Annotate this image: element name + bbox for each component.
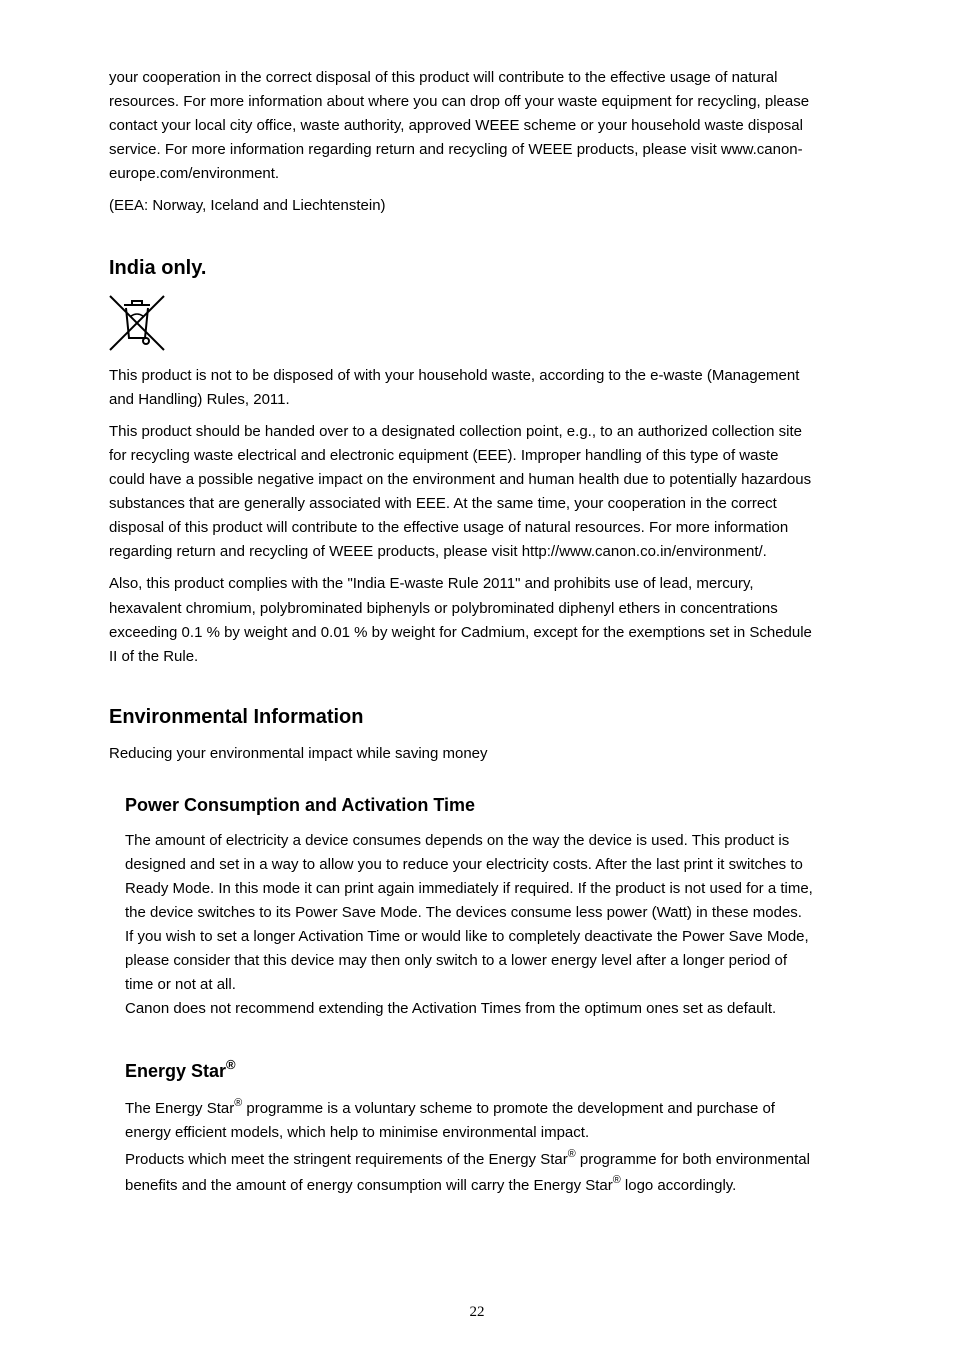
power-line: Canon does not recommend extending the Activation Times from the optimum ones set as default. xyxy=(125,1000,777,1017)
india-para-1-line: This product is not to be disposed of with your household waste, according to the e-waste (Management xyxy=(109,367,800,384)
weee-line-4: service. For more information regarding return and recycling of WEEE products, please visit www.canon- xyxy=(109,141,803,158)
environmental-heading: Environmental Information xyxy=(109,706,364,728)
registered-mark: ® xyxy=(567,1147,576,1160)
power-line: time or not at all. xyxy=(125,976,236,993)
power-line: please consider that this device may then only switch to a lower energy level after a longer period of xyxy=(125,952,788,969)
environmental-intro: Reducing your environmental impact while saving money xyxy=(109,745,488,762)
india-para-3-line: exceeding 0.1 % by weight and 0.01 % by weight for Cadmium, except for the exemptions set in Schedule xyxy=(109,624,812,641)
india-para-2-line: This product should be handed over to a designated collection point, e.g., to an authorized collection site xyxy=(109,423,802,440)
energy-star-line xyxy=(125,1174,736,1198)
energy-star-text: logo accordingly. xyxy=(620,1177,737,1194)
registered-mark: ® xyxy=(612,1173,621,1186)
india-para-2-line: for recycling waste electrical and electronic equipment (EEE). Improper handling of this type of waste xyxy=(109,447,779,464)
energy-star-line: energy efficient models, which help to minimise environmental impact. xyxy=(125,1124,590,1141)
power-line: Ready Mode. In this mode it can print again immediately if required. If the product is not used for a time, xyxy=(125,880,813,897)
energy-star-line xyxy=(125,1148,810,1172)
india-para-2-line: substances that are generally associated with EEE. At the same time, your cooperation in the correct xyxy=(109,495,777,512)
weee-line-2: resources. For more information about where you can drop off your waste equipment for recycling, please xyxy=(109,93,810,110)
power-line: the device switches to its Power Save Mode. The devices consume less power (Watt) in these modes. xyxy=(125,904,802,921)
india-para-3-line: hexavalent chromium, polybrominated biphenyls or polybrominated diphenyl ethers in concentrations xyxy=(109,600,778,617)
india-para-3-line: Also, this product complies with the "India E-waste Rule 2011" and prohibits use of lead, mercury, xyxy=(109,575,754,592)
energy-star-line xyxy=(125,1097,775,1121)
registered-mark: ® xyxy=(226,1056,236,1072)
page-number: 22 xyxy=(469,1304,485,1320)
weee-line-5: europe.com/environment. xyxy=(109,165,280,182)
power-line: If you wish to set a longer Activation Time or would like to completely deactivate the Power Save Mode, xyxy=(125,928,809,945)
energy-star-text: The Energy Star xyxy=(125,1100,235,1117)
energy-star-text: programme for both environmental xyxy=(575,1151,810,1168)
energy-star-text: programme is a voluntary scheme to promote the development and purchase of xyxy=(242,1100,775,1117)
crossed-out-wheelie-bin-icon xyxy=(108,294,166,352)
power-line: The amount of electricity a device consumes depends on the way the device is used. This product is xyxy=(125,832,790,849)
energy-star-text: Products which meet the stringent requirements of the Energy Star xyxy=(125,1151,568,1168)
registered-mark: ® xyxy=(234,1096,243,1109)
india-para-3-line: II of the Rule. xyxy=(109,648,199,665)
india-para-1-line: and Handling) Rules, 2011. xyxy=(109,391,290,408)
weee-line-3: contact your local city office, waste authority, approved WEEE scheme or your household waste disposal xyxy=(109,117,803,134)
weee-line-1: your cooperation in the correct disposal of this product will contribute to the effective usage of natural xyxy=(109,69,778,86)
eea-note: (EEA: Norway, Iceland and Liechtenstein) xyxy=(109,197,386,214)
energy-star-text: benefits and the amount of energy consumption will carry the Energy Star xyxy=(125,1177,613,1194)
india-para-2-line: regarding return and recycling of WEEE products, please visit http://www.canon.co.in/environment/. xyxy=(109,543,767,560)
power-line: designed and set in a way to allow you to reduce your electricity costs. After the last print it switches to xyxy=(125,856,803,873)
india-para-2-line: disposal of this product will contribute to the effective usage of natural resources. For more information xyxy=(109,519,789,536)
energy-star-heading-text: Energy Star xyxy=(125,1061,227,1081)
energy-star-heading xyxy=(125,1056,236,1082)
india-para-2-line: could have a possible negative impact on the environment and human health due to potentially hazardous xyxy=(109,471,812,488)
power-consumption-heading: Power Consumption and Activation Time xyxy=(125,795,476,815)
india-heading: India only. xyxy=(109,257,207,279)
